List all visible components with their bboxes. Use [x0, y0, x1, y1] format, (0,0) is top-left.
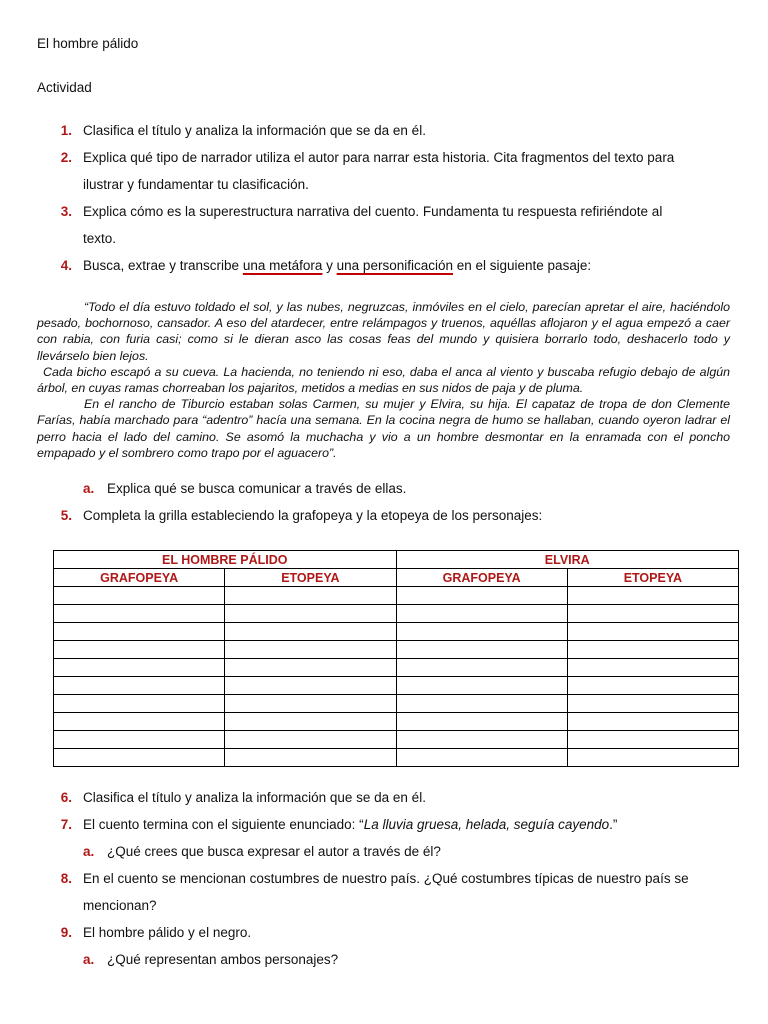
- grid-cell[interactable]: [225, 623, 396, 641]
- q7-quote: La lluvia gruesa, helada, seguía cayendo: [363, 817, 610, 832]
- grid-cell[interactable]: [225, 749, 396, 767]
- col-grafopeya-2: GRAFOPEYA: [396, 569, 567, 587]
- grid-cell[interactable]: [567, 677, 738, 695]
- grid-cell[interactable]: [54, 695, 225, 713]
- grid-cell[interactable]: [54, 605, 225, 623]
- document-subtitle: Actividad: [37, 80, 92, 95]
- q7-post: .”: [609, 817, 618, 832]
- questions-top: [0, 117, 768, 279]
- grid-cell[interactable]: [54, 641, 225, 659]
- group-hombre-palido: EL HOMBRE PÁLIDO: [54, 551, 397, 569]
- questions-bottom: [0, 784, 768, 973]
- question-text: Clasifica el título y analiza la información que se da en él.: [83, 790, 426, 805]
- grid-cell[interactable]: [54, 659, 225, 677]
- question-9a: [0, 946, 768, 973]
- grid-cell[interactable]: [396, 659, 567, 677]
- grid-cell[interactable]: [567, 731, 738, 749]
- col-etopeya-2: ETOPEYA: [567, 569, 738, 587]
- question-4: [0, 252, 768, 279]
- question-text-line-1: En el cuento se mencionan costumbres de nuestro país. ¿Qué costumbres típicas de nuestro país se: [83, 871, 689, 886]
- q4-post: en el siguiente pasaje:: [452, 258, 592, 273]
- question-2: [0, 144, 768, 198]
- sub-letter: a.: [83, 481, 95, 496]
- grid-cell[interactable]: [54, 587, 225, 605]
- character-grid: [53, 550, 739, 767]
- group-elvira: ELVIRA: [396, 551, 739, 569]
- grid-cell[interactable]: [54, 731, 225, 749]
- grid-cell[interactable]: [396, 641, 567, 659]
- sub-letter: a.: [83, 952, 95, 967]
- grid-cell[interactable]: [396, 749, 567, 767]
- grid-cell[interactable]: [225, 641, 396, 659]
- question-6: [0, 784, 768, 811]
- question-4a: [0, 475, 768, 502]
- question-text: [83, 252, 728, 279]
- question-text: [83, 811, 728, 838]
- grid-header-row: [54, 569, 739, 587]
- underlined-metafora: una metáfora: [242, 258, 323, 273]
- grid-row: [54, 749, 739, 767]
- sub-text: Explica qué se busca comunicar a través de ellas.: [107, 481, 407, 496]
- question-text-line-1: Explica cómo es la superestructura narrativa del cuento. Fundamenta tu respuesta refiriéndote al: [83, 204, 663, 219]
- document-title: El hombre pálido: [37, 36, 139, 51]
- grid-cell[interactable]: [567, 749, 738, 767]
- question-text: Clasifica el título y analiza la información que se da en él.: [83, 123, 426, 138]
- question-text-line-2: mencionan?: [83, 898, 157, 913]
- grid-cell[interactable]: [225, 713, 396, 731]
- question-text-line-2: texto.: [83, 231, 117, 246]
- q7-pre: El cuento termina con el siguiente enunciado: “: [83, 817, 364, 832]
- grid-cell[interactable]: [54, 713, 225, 731]
- col-etopeya-1: ETOPEYA: [225, 569, 396, 587]
- question-text: El hombre pálido y el negro.: [83, 925, 252, 940]
- question-1: [0, 117, 768, 144]
- grid-cell[interactable]: [396, 695, 567, 713]
- question-text-line-2: ilustrar y fundamentar tu clasificación.: [83, 177, 309, 192]
- grid-row: [54, 695, 739, 713]
- grid-cell[interactable]: [396, 731, 567, 749]
- question-number: 7.: [60, 817, 72, 832]
- question-number: 1.: [60, 123, 72, 138]
- question-text: Completa la grilla estableciendo la grafopeya y la etopeya de los personajes:: [83, 508, 543, 523]
- grid-cell[interactable]: [225, 695, 396, 713]
- grid-cell[interactable]: [567, 605, 738, 623]
- passage-paragraph-1: “Todo el día estuvo toldado el sol, y las nubes, negruzcas, inmóviles en el cielo, parecían apretar el aire, haciéndolo pesado, bochornoso, cansador. A eso del atardecer, entre relámpagos y truenos, aquéllas aflojaron y el agua empezó a caer con rabia, con furia casi; como si le dieran asco las cosas feas del mundo y quisiera borrarlo todo, deshacerlo todo y llevárselo bien lejos.: [37, 300, 730, 363]
- grid-row: [54, 587, 739, 605]
- question-9: [0, 919, 768, 946]
- grid-cell[interactable]: [567, 713, 738, 731]
- grid-row: [54, 713, 739, 731]
- grid-cell[interactable]: [225, 659, 396, 677]
- question-number: 3.: [60, 204, 72, 219]
- grid-cell[interactable]: [225, 731, 396, 749]
- grid-cell[interactable]: [567, 641, 738, 659]
- question-number: 6.: [60, 790, 72, 805]
- grid-cell[interactable]: [396, 587, 567, 605]
- question-number: 8.: [60, 871, 72, 886]
- passage-paragraph-3: En el rancho de Tiburcio estaban solas Carmen, su mujer y Elvira, su hija. El capataz de tropa de don Clemente Farías, había marchado para “adentro” hacía una semana. En la cocina negra de humo se hallaban, cuando oyeron ladrar el perro hacia el lado del camino. Se asomó la muchacha y vio a un hombre desmontar en la enramada con el poncho empapado y el sombrero como trapo por el aguacero”.: [37, 397, 730, 460]
- grid-cell[interactable]: [567, 623, 738, 641]
- sub-text: ¿Qué representan ambos personajes?: [107, 952, 339, 967]
- grid-cell[interactable]: [396, 713, 567, 731]
- grid-cell[interactable]: [225, 677, 396, 695]
- questions-middle: [0, 475, 768, 529]
- grid-row: [54, 641, 739, 659]
- grid-row: [54, 623, 739, 641]
- grid-cell[interactable]: [225, 605, 396, 623]
- grid-body: [54, 587, 739, 767]
- question-7: [0, 811, 768, 838]
- grid-cell[interactable]: [54, 677, 225, 695]
- question-number: 9.: [60, 925, 72, 940]
- question-7a: [0, 838, 768, 865]
- q4-pre: Busca, extrae y transcribe: [83, 258, 243, 273]
- grid-cell[interactable]: [567, 659, 738, 677]
- grid-group-row: [54, 551, 739, 569]
- grid-cell[interactable]: [54, 749, 225, 767]
- quoted-passage: [37, 299, 730, 461]
- underlined-personificacion: una personificación: [336, 258, 453, 273]
- q4-mid: y: [322, 258, 337, 273]
- grid-row: [54, 677, 739, 695]
- grid-cell[interactable]: [396, 605, 567, 623]
- passage-paragraph-2: Cada bicho escapó a su cueva. La hacienda, no teniendo ni eso, daba el anca al viento y buscaba refugio debajo de algún árbol, en cuyas ramas chorreaban los pajaritos, metidos a medias en sus nidos de paja y de pluma.: [37, 364, 730, 396]
- grid-cell[interactable]: [54, 623, 225, 641]
- grid-cell[interactable]: [567, 587, 738, 605]
- grid-row: [54, 731, 739, 749]
- question-text-line-1: Explica qué tipo de narrador utiliza el autor para narrar esta historia. Cita fragmentos del texto para: [83, 150, 675, 165]
- question-8: [0, 865, 768, 919]
- question-3: [0, 198, 768, 252]
- grid-cell[interactable]: [567, 695, 738, 713]
- question-5: [0, 502, 768, 529]
- grid-row: [54, 605, 739, 623]
- col-grafopeya-1: GRAFOPEYA: [54, 569, 225, 587]
- question-number: 2.: [60, 150, 72, 165]
- sub-text: ¿Qué crees que busca expresar el autor a través de él?: [107, 844, 441, 859]
- grid-cell[interactable]: [225, 587, 396, 605]
- grid-cell[interactable]: [396, 677, 567, 695]
- sub-letter: a.: [83, 844, 95, 859]
- question-number: 5.: [60, 508, 72, 523]
- grid-row: [54, 659, 739, 677]
- question-number: 4.: [60, 258, 72, 273]
- grid-cell[interactable]: [396, 623, 567, 641]
